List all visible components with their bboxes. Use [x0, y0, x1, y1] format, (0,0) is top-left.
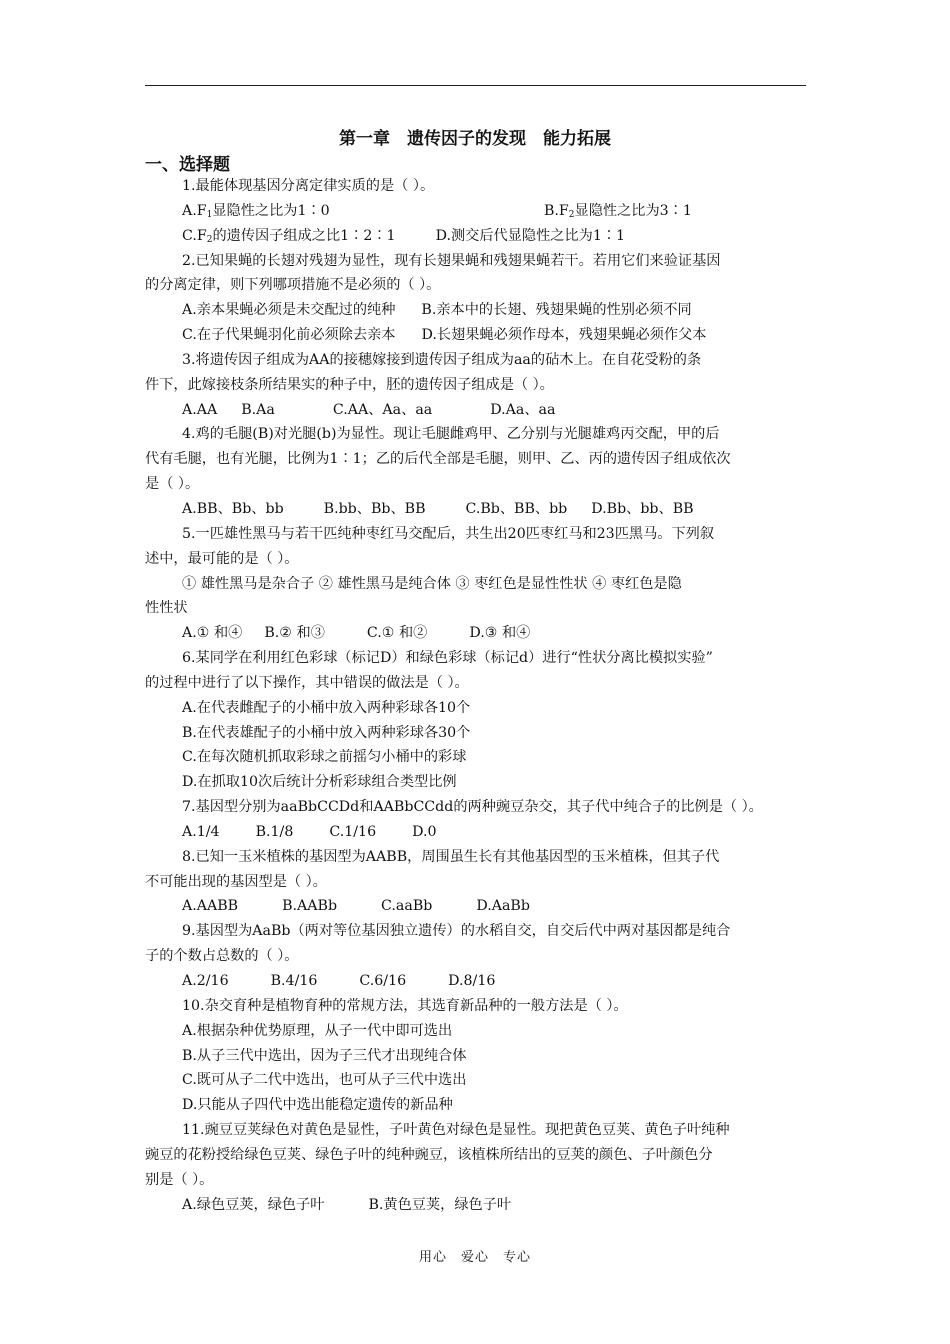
q9-stem-line1: 9.基因型为AaBb（两对等位基因独立遗传）的水稻自交，自交后代中两对基因都是纯合: [182, 923, 731, 940]
question-list: [145, 174, 810, 1217]
q7-options: [145, 820, 810, 845]
q7-stem: 7.基因型分别为aaBbCCDd和AABbCCdd的两种豌豆杂交，其子代中纯合子的比例是（ ）。: [182, 799, 763, 816]
q11-stem-line2: 豌豆的花粉授给绿色豆荚、绿色子叶的纯种豌豆，该植株所结出的豆荚的颜色、子叶颜色分: [145, 1146, 713, 1163]
q1-options-cd: [145, 224, 810, 249]
q4-option-a: A.BB、Bb、bb: [182, 500, 284, 517]
q8-option-c: C.aaBb: [381, 898, 433, 915]
q3-options: [145, 398, 810, 423]
q1-option-a: $A.F_1$显隐性之比为1∶0: [182, 202, 330, 220]
q5-option-c: C.① 和②: [366, 625, 428, 642]
q3-option-b: B.Aa: [241, 401, 275, 418]
q8-options: [145, 894, 810, 919]
q4-stem-line2: 代有毛腿，也有光腿，比例为1∶1；乙的后代全部是毛腿，则甲、乙、丙的遗传因子组成依次: [145, 451, 731, 468]
q8-option-a: A.AABB: [182, 898, 239, 915]
q1-option-b: $B.F_2$显隐性之比为3∶1: [544, 202, 692, 220]
q8-stem-line2: 不可能出现的基因型是（ ）。: [145, 873, 327, 890]
q9-stem-line2: 子的个数占总数的（ ）。: [145, 948, 299, 965]
page-footer: 用心 爱心 专心: [418, 1250, 531, 1265]
q7-option-a: A.1/4: [182, 823, 220, 840]
q5-stem-line2: 述中，最可能的是（ ）。: [145, 550, 299, 567]
q4-option-c: C.Bb、BB、bb: [465, 500, 568, 517]
q4-option-b: B.bb、Bb、BB: [323, 500, 426, 517]
q5-option-b: B.② 和③: [264, 625, 325, 642]
q6-option-a: A.在代表雌配子的小桶中放入两种彩球各10个: [182, 699, 471, 716]
q3-option-d: D.Aa、aa: [490, 401, 556, 418]
q11-stem-line1: 11.豌豆豆荚绿色对黄色是显性，子叶黄色对绿色是显性。现把黄色豆荚、黄色子叶纯种: [182, 1122, 730, 1139]
q4-stem-line1: 4.鸡的毛腿(B)对光腿(b)为显性。现让毛腿雌鸡甲、乙分别与光腿雄鸡丙交配，甲的后: [182, 426, 720, 443]
q4-option-d: D.Bb、bb、BB: [591, 500, 694, 517]
q7-option-d: D.0: [412, 823, 437, 840]
q1-options-ab: [145, 199, 810, 224]
q2-option-d: D.长翅果蝇必须作母本，残翅果蝇必须作父本: [421, 327, 707, 344]
q3-option-a: A.AA: [182, 401, 218, 418]
q2-stem-line1: 2.已知果蝇的长翅对残翅为显性，现有长翅果蝇和残翅果蝇若干。若用它们来验证基因: [182, 252, 721, 269]
q9-option-c: C.6/16: [359, 973, 407, 989]
q8-stem-line1: 8.已知一玉米植株的基因型为AABB，周围虽生长有其他基因型的玉米植株，但其子代: [182, 848, 720, 865]
q5-option-a: A.① 和④: [182, 625, 243, 642]
q5-option-d: D.③ 和④: [469, 625, 531, 642]
q5-statements-line1: ① 雄性黑马是杂合子 ② 雄性黑马是纯合体 ③ 枣红色是显性性状 ④ 枣红色是隐: [182, 575, 682, 592]
q11-options: [145, 1193, 810, 1218]
q7-option-c: C.1/16: [329, 823, 377, 840]
q2-option-a: A.亲本果蝇必须是未交配过的纯种: [182, 302, 396, 319]
q8-option-b: B.AABb: [282, 898, 338, 915]
q1-stem: 1.最能体现基因分离定律实质的是（ ）。: [182, 178, 435, 194]
q10-stem: 10.杂交育种是植物育种的常规方法，其选育新品种的一般方法是（ ）。: [182, 997, 628, 1014]
q11-stem-line3: 别是（ ）。: [145, 1171, 214, 1188]
q1-option-c: $C.F_2$的遗传因子组成之比1∶2∶1: [182, 227, 396, 245]
q2-options-ab: [145, 298, 810, 323]
q3-stem-line1: 3.将遗传因子组成为AA的接穗嫁接到遗传因子组成为aa的砧木上。在自花受粉的条: [182, 351, 702, 368]
q6-option-d: D.在抓取10次后统计分析彩球组合类型比例: [182, 774, 457, 791]
section-heading: 一、选择题: [145, 155, 230, 175]
q3-option-c: C.AA、Aa、aa: [332, 401, 433, 418]
q9-option-d: D.8/16: [448, 973, 496, 989]
q11-option-a: A.绿色豆荚，绿色子叶: [182, 1196, 325, 1213]
q10-option-d: D.只能从子四代中选出能稳定遗传的新品种: [182, 1097, 453, 1114]
q6-option-b: B.在代表雄配子的小桶中放入两种彩球各30个: [182, 724, 471, 741]
q4-options: [145, 497, 810, 522]
q2-stem-line2: 的分离定律，则下列哪项措施不是必须的（ ）。: [145, 277, 441, 294]
q9-options: [145, 969, 810, 994]
q8-option-d: D.AaBb: [476, 898, 530, 915]
q5-statements-line2: 性性状: [145, 600, 188, 617]
q10-option-a: A.根据杂种优势原理，从子一代中即可选出: [182, 1022, 453, 1039]
q6-stem-line1: 6.某同学在利用红色彩球（标记D）和绿色彩球（标记d）进行“性状分离比模拟实验”: [182, 650, 713, 667]
header-rule: [145, 85, 806, 86]
q5-options: [145, 621, 810, 646]
q2-option-c: C.在子代果蝇羽化前必须除去亲本: [182, 327, 396, 344]
q9-option-b: B.4/16: [270, 973, 318, 989]
q6-option-c: C.在每次随机抓取彩球之前摇匀小桶中的彩球: [182, 749, 467, 766]
q9-option-a: A.2/16: [182, 973, 229, 989]
q10-option-c: C.既可从子二代中选出，也可从子三代中选出: [182, 1072, 467, 1089]
q7-option-b: B.1/8: [255, 823, 294, 840]
q11-option-b: B.黄色豆荚，绿色子叶: [368, 1196, 512, 1213]
q1-option-d: D.测交后代显隐性之比为1∶1: [435, 227, 626, 244]
q4-stem-line3: 是（ ）。: [145, 476, 200, 493]
q2-option-b: B.亲本中的长翅、残翅果蝇的性别必须不同: [421, 302, 692, 319]
q6-stem-line2: 的过程中进行了以下操作，其中错误的做法是（ ）。: [145, 674, 469, 691]
q3-stem-line2: 件下，此嫁接枝条所结果实的种子中，胚的遗传因子组成是（ ）。: [145, 376, 554, 393]
q2-options-cd: [145, 323, 810, 348]
q10-option-b: B.从子三代中选出，因为子三代才出现纯合体: [182, 1047, 467, 1064]
q5-stem-line1: 5.一匹雄性黑马与若干匹纯种枣红马交配后，共生出20匹枣红马和23匹黑马。下列叙: [182, 525, 715, 542]
page-title: 第一章 遗传因子的发现 能力拓展: [339, 129, 611, 149]
